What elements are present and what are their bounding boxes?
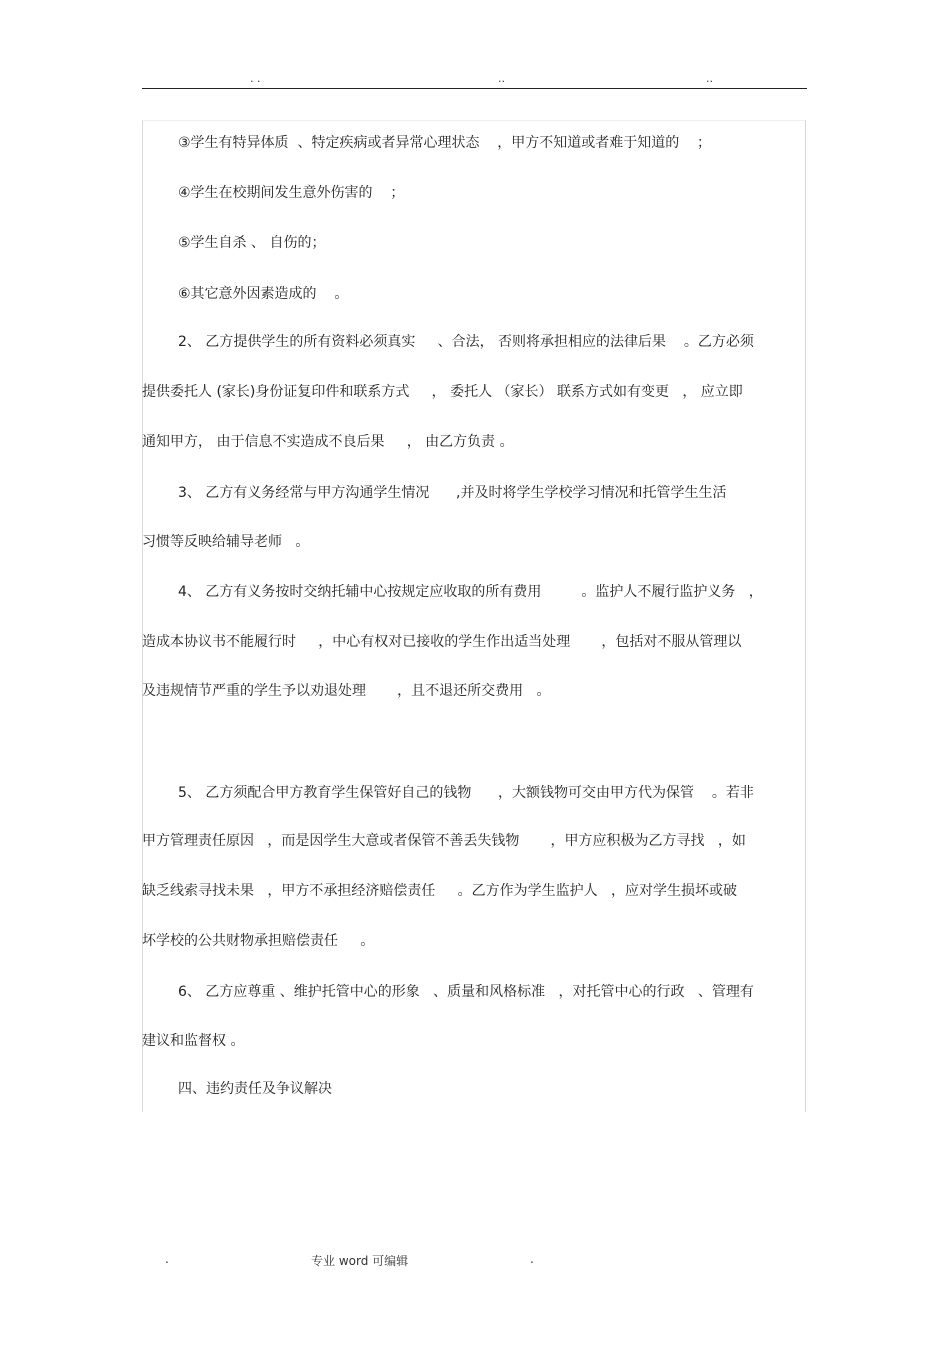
footer-dot-left: . (165, 1252, 169, 1266)
header-dot-left: . . (250, 72, 261, 85)
footer-text: 专业 word 可编辑 (311, 1254, 409, 1268)
text-line: 6、 乙方应尊重 、维护托管中心的形象 、质量和风格标准 ，对托管中心的行政 、管理有 (178, 984, 754, 1000)
footer-dot-right: . (530, 1252, 534, 1266)
text-line: 坏学校的公共财物承担赔偿责任 。 (142, 933, 375, 949)
text-line: 及违规情节严重的学生予以劝退处理 ，且不退还所交费用 。 (142, 683, 551, 699)
section-heading: 四、违约责任及争议解决 (178, 1081, 332, 1097)
text-line: 通知甲方， 由于信息不实造成不良后果 ， 由乙方负责 。 (142, 434, 514, 450)
text-line: 缺乏线索寻找未果 ，甲方不承担经济赔偿责任 。乙方作为学生监护人 ，应对学生损坏或破 (142, 883, 737, 899)
text-line: 习惯等反映给辅导老师 。 (142, 534, 310, 550)
text-line: 造成本协议书不能履行时 ，中心有权对已接收的学生作出适当处理 ，包括对不服从管理以 (142, 634, 742, 650)
content-frame (142, 120, 806, 1112)
text-line: 提供委托人 (家长)身份证复印件和联系方式 ， 委托人 （家长） 联系方式如有变更 ， 应立即 (142, 384, 743, 400)
text-line: 3、 乙方有义务经常与甲方沟通学生情况 ,并及时将学生学校学习情况和托管学生生活 (178, 485, 727, 501)
text-line: ③学生有特异体质 、特定疾病或者异常心理状态 ，甲方不知道或者难于知道的 ； (178, 135, 712, 151)
text-line: 4、 乙方有义务按时交纳托辅中心按规定应收取的所有费用 。监护人不履行监护义务 ， (178, 584, 763, 600)
header-dot-center: .. (498, 72, 505, 85)
text-line: ⑤学生自杀 、 自伤的； (178, 235, 326, 251)
page-footer (0, 1252, 950, 1268)
text-line: ⑥其它意外因素造成的 。 (178, 286, 349, 302)
text-line: 建议和监督权 。 (142, 1033, 245, 1049)
header-dot-right: .. (706, 72, 713, 85)
page-header-dots (0, 72, 950, 86)
text-line: 2、 乙方提供学生的所有资料必须真实 、合法， 否则将承担相应的法律后果 。乙方必须 (178, 334, 754, 350)
header-rule (142, 88, 807, 89)
text-line: ④学生在校期间发生意外伤害的 ； (178, 185, 405, 201)
text-line: 5、 乙方须配合甲方教育学生保管好自己的钱物 ，大额钱物可交由甲方代为保管 。若非 (178, 785, 754, 801)
text-line: 甲方管理责任原因 ，而是因学生大意或者保管不善丢失钱物 ，甲方应积极为乙方寻找 ，如 (142, 833, 746, 849)
